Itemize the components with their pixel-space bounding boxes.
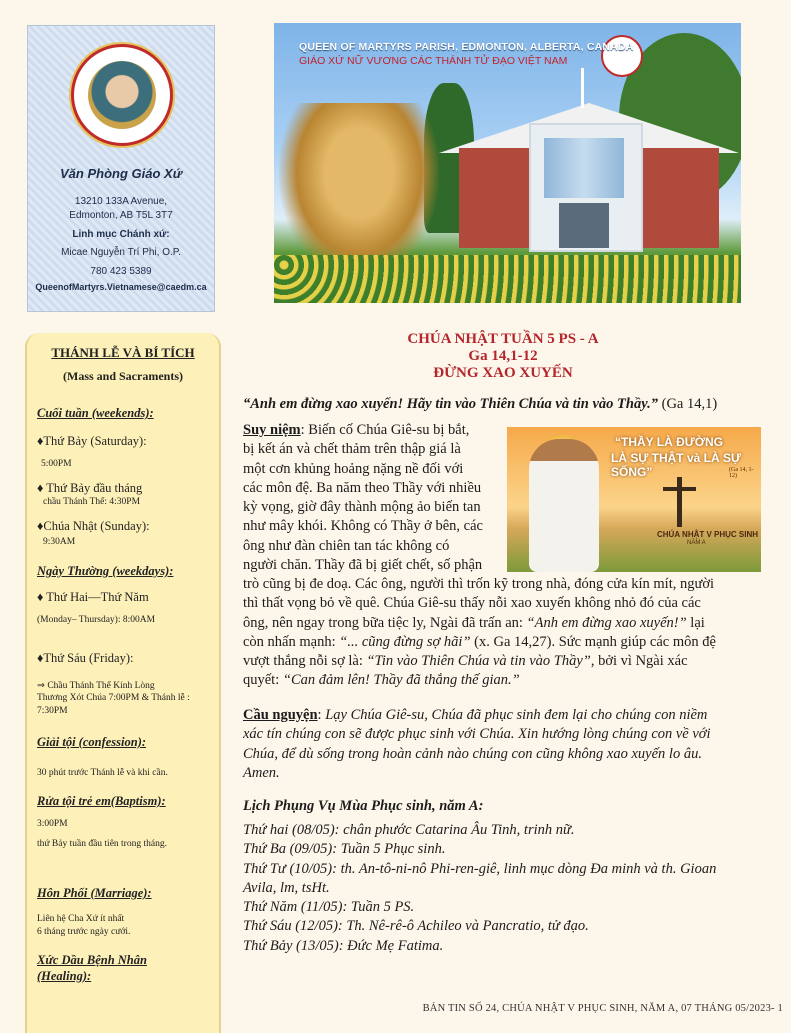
- reflection-line: các môn đệ. Ba năm theo Thầy với nhiều: [243, 479, 482, 496]
- healing-heading-2: (Healing):: [37, 969, 92, 983]
- marriage-heading: Hôn Phối (Marriage):: [37, 886, 152, 900]
- image-caption-2: LÀ SỰ THẬT và LÀ SỰ SỐNG”: [611, 451, 741, 479]
- weekend-heading: Cuối tuần (weekends):: [37, 406, 154, 420]
- healing-heading-1: Xức Dầu Bệnh Nhân: [37, 953, 147, 967]
- reflection-narrow: [243, 421, 501, 575]
- liturgy-day: Thứ Năm (11/05): Tuần 5 PS.: [243, 899, 415, 916]
- sunday-title: CHÚA NHẬT TUẦN 5 PS - A: [407, 331, 599, 347]
- baptism-text: thứ Bảy tuần đầu tiên trong tháng.: [37, 839, 167, 849]
- cross-icon: [677, 477, 682, 527]
- office-address-line1: 13210 133A Avenue,: [74, 196, 168, 207]
- reflection-line: một cơn khủng hoảng nặng nề đối với: [243, 460, 464, 477]
- church-window: [544, 138, 624, 198]
- office-phone: 780 423 5389: [90, 266, 152, 277]
- cross-bar: [663, 487, 696, 491]
- reflection-line: Suy niệm: Biến cố Chúa Giê-su bị bắt,: [243, 422, 470, 438]
- liturgy-day: Thứ Bảy (13/05): Đức Mẹ Fatima.: [243, 937, 444, 954]
- marriage-text-2: 6 tháng trước ngày cưới.: [37, 927, 131, 937]
- sidebar-title: THÁNH LỄ VÀ BÍ TÍCH: [51, 345, 195, 360]
- first-saturday-label: ♦ Thứ Bảy đầu tháng: [37, 481, 143, 495]
- office-email-link[interactable]: QueenofMartyrs.Vietnamese@caedm.ca: [35, 282, 207, 292]
- key-quote: [243, 396, 763, 413]
- confession-heading: Giải tội (confession):: [37, 735, 147, 749]
- church-door: [559, 203, 609, 248]
- baptism-heading: Rửa tội trẻ em(Baptism):: [37, 794, 166, 808]
- reflection-wide: [243, 575, 763, 691]
- liturgy-day: Thứ Ba (09/05): Tuần 5 Phục sinh.: [243, 841, 446, 858]
- office-address-line2: Edmonton, AB T5L 3T7: [69, 210, 173, 221]
- friday-label: ♦Thứ Sáu (Friday):: [37, 651, 134, 665]
- office-title: Văn Phòng Giáo Xứ: [60, 166, 182, 181]
- liturgy-calendar-title: Lịch Phụng Vụ Mùa Phục sinh, năm A:: [243, 798, 484, 814]
- prayer-line: Cầu nguyện: Lạy Chúa Giê-su, Chúa đã phục sinh đem lại cho chúng con niềm: [243, 707, 708, 723]
- office-pastor-label: Linh mục Chánh xứ:: [72, 229, 170, 240]
- liturgy-day: Thứ Sáu (12/05): Th. Nê-rê-ô Achileo và Pancratio, tử đạo.: [243, 918, 589, 935]
- quote-ref: (Ga 14,1): [658, 396, 718, 412]
- jesus-figure: [529, 439, 599, 572]
- office-pastor-name: Micae Nguyễn Trí Phi, O.P.: [61, 247, 181, 258]
- bulletin-footer: BẢN TIN SỐ 24, CHÚA NHẬT V PHỤC SINH, NĂM A, 07 THÁNG 05/2023- 1: [422, 1003, 783, 1014]
- prayer-section: [243, 706, 763, 783]
- image-caption-4: NĂM A: [687, 540, 706, 546]
- banner-title-vi: GIÁO XỨ NỮ VƯƠNG CÁC THÁNH TỬ ĐẠO VIỆT NAM: [299, 55, 568, 67]
- reflection-line: bị kết án và chết thảm trên thập giá là: [243, 441, 461, 458]
- mass-schedule-sidebar: [25, 333, 221, 1033]
- sunday-time: 9:30AM: [43, 537, 76, 547]
- theme-title: ĐỪNG XAO XUYẾN: [433, 365, 573, 381]
- quote-text: “Anh em đừng xao xuyến! Hãy tin vào Thiên Chúa và tin vào Thầy.”: [243, 396, 658, 412]
- reflection-line: thì thất vọng bỏ về quê. Chúa Giê-su thấy nỗi xao xuyến không nhỏ đó của các: [243, 595, 701, 612]
- sidebar-subtitle: (Mass and Sacraments): [63, 369, 183, 383]
- flower-border: [274, 255, 741, 303]
- liturgy-day: Avila, lm, tsHt.: [243, 879, 330, 896]
- liturgy-calendar-list: [243, 821, 716, 956]
- first-saturday-note: chầu Thánh Thể: 4:30PM: [43, 497, 141, 507]
- weekday-heading: Ngày Thường (weekdays):: [37, 564, 174, 578]
- confession-text: 30 phút trước Thánh lễ và khi cần.: [37, 768, 168, 778]
- reflection-line: như mây khói. Không có Thầy ở bên, các: [243, 518, 483, 535]
- prayer-line: Chúa, để dù sống trong hoàn cảnh nào chúng con cũng không xao xuyến lo âu.: [243, 745, 702, 762]
- mon-thu-time: (Monday– Thursday): 8:00AM: [37, 615, 156, 625]
- gospel-reference: Ga 14,1-12: [468, 348, 538, 364]
- reflection-line: còn nhấn mạnh: “... cũng đừng sợ hãi” (x. Ga 14,27). Sức mạnh giúp các môn đệ: [243, 633, 716, 650]
- jesus-way-truth-life-image: [507, 427, 761, 572]
- reflection-line: kỳ vọng, giờ đây thành mộng ảo biến tan: [243, 499, 481, 516]
- reflection-line: ông, nên ngay trong bữa tiệc ly, Ngài đã trấn an: “Anh em đừng xao xuyến!” lại: [243, 614, 705, 631]
- prayer-line: xác tín chúng con sẽ được phục sinh với Chúa. Xin hướng lòng chúng con về với: [243, 726, 711, 743]
- friday-note-3: 7:30PM: [37, 706, 68, 716]
- saturday-time: 5:00PM: [41, 459, 72, 469]
- prayer-line: Amen.: [243, 764, 280, 781]
- liturgy-day: Thứ Tư (10/05): th. An-tô-ni-nô Phi-ren-giê, linh mục dòng Đa minh và th. Gioan: [243, 860, 717, 877]
- parish-banner-image: [274, 23, 741, 303]
- reflection-line: vượt thắng nỗi sợ là: “Tin vào Thiên Chúa và tin vào Thầy”, bởi vì Ngài xác: [243, 653, 688, 670]
- saturday-label: ♦Thứ Bảy (Saturday):: [37, 434, 147, 448]
- image-ref: (Ga 14, 1-12): [729, 467, 754, 479]
- sunday-label: ♦Chúa Nhật (Sunday):: [37, 519, 150, 533]
- prayer-label: Cầu nguyện: [243, 707, 318, 723]
- liturgy-day: Thứ hai (08/05): chân phước Catarina Âu Tinh, trinh nữ.: [243, 822, 575, 838]
- mon-thu-label: ♦ Thứ Hai—Thứ Năm: [37, 590, 149, 604]
- pieta-statue: [279, 103, 439, 278]
- friday-note-2: Thương Xót Chúa 7:00PM & Thánh lễ :: [37, 693, 190, 703]
- image-caption-3: CHÚA NHẬT V PHỤC SINH: [657, 530, 759, 539]
- reflection-line: người chăn. Thầy đã bị giết chết, số phận: [243, 557, 483, 574]
- reflection-line: trò cũng bị đe doạ. Các ông, người thì trốn kỹ trong nhà, đóng cửa kín mít, người: [243, 576, 715, 592]
- parish-seal-logo: [71, 44, 173, 146]
- banner-title-en: QUEEN OF MARTYRS PARISH, EDMONTON, ALBERTA, CANADA: [299, 41, 634, 53]
- reflection-label: Suy niệm: [243, 422, 301, 438]
- parish-office-box: [27, 25, 215, 312]
- reflection-line: quyết: “Can đảm lên! Thầy đã thắng thế gian.”: [243, 672, 520, 689]
- friday-note-1: ⇒ Chầu Thánh Thể Kính Lòng: [37, 681, 155, 691]
- reflection-line: ông như đàn chiên tan tác không có: [243, 537, 450, 554]
- marriage-text-1: Liên hệ Cha Xứ ít nhất: [37, 914, 125, 924]
- baptism-time: 3:00PM: [37, 819, 68, 829]
- image-caption-1: “THẦY LÀ ĐƯỜNG: [615, 435, 723, 449]
- church-spire: [581, 68, 584, 108]
